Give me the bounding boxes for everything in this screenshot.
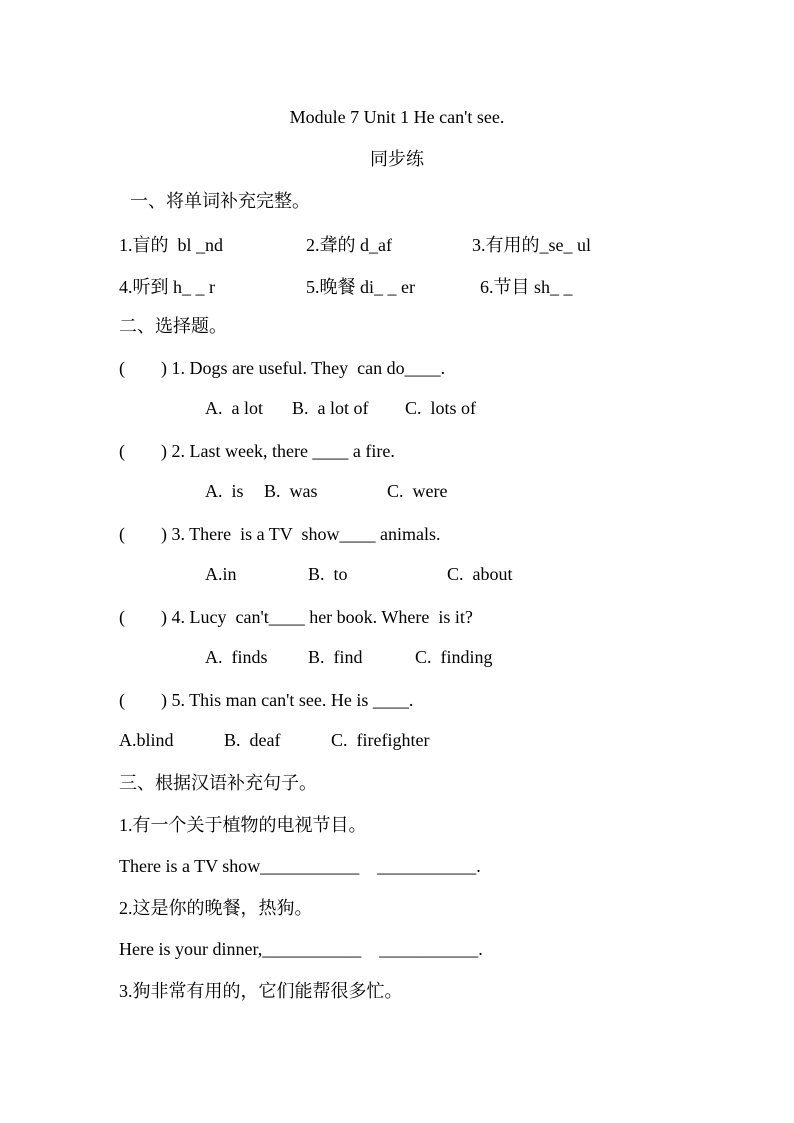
sentence-3-chinese: 3.狗非常有用的，它们能帮很多忙。 (119, 981, 403, 1001)
question-2-option-a: A. is (205, 481, 244, 501)
word-item-4: 4.听到 h_ _ r (119, 277, 215, 297)
question-1-option-c: C. lots of (405, 398, 477, 418)
question-5-stem: ( ) 5. This man can't see. He is ____. (119, 690, 414, 710)
question-4-option-b: B. find (308, 647, 363, 667)
question-3-stem: ( ) 3. There is a TV show____ animals. (119, 524, 441, 544)
question-2-stem: ( ) 2. Last week, there ____ a fire. (119, 441, 395, 461)
sentence-2-english: Here is your dinner,___________ ___________. (119, 939, 483, 959)
word-item-1: 1.盲的 bl _nd (119, 235, 224, 255)
page-title: Module 7 Unit 1 He can't see. (289, 107, 505, 127)
question-1-stem: ( ) 1. Dogs are useful. They can do____. (119, 358, 446, 378)
section-heading-fill-words: 一、将单词补充完整。 (130, 191, 310, 211)
question-5-option-b: B. deaf (224, 730, 281, 750)
section-heading-choice: 二、选择题。 (119, 316, 227, 336)
word-item-2: 2.聋的 d_af (306, 235, 392, 255)
page-subtitle: 同步练 (370, 149, 424, 169)
question-3-option-c: C. about (447, 564, 513, 584)
sentence-2-chinese: 2.这是你的晚餐，热狗。 (119, 898, 313, 918)
question-5-option-a: A.blind (119, 730, 174, 750)
word-item-6: 6.节目 sh_ _ (480, 277, 573, 297)
word-item-5: 5.晚餐 di_ _ er (306, 277, 415, 297)
question-4-option-a: A. finds (205, 647, 268, 667)
sentence-1-chinese: 1.有一个关于植物的电视节目。 (119, 815, 367, 835)
question-2-option-b: B. was (264, 481, 318, 501)
section-heading-complete-sentences: 三、根据汉语补充句子。 (119, 773, 317, 793)
question-1-option-a: A. a lot (205, 398, 263, 418)
question-3-option-b: B. to (308, 564, 348, 584)
sentence-1-english: There is a TV show___________ ___________. (119, 856, 481, 876)
question-5-option-c: C. firefighter (331, 730, 430, 750)
question-1-option-b: B. a lot of (292, 398, 369, 418)
question-4-stem: ( ) 4. Lucy can't____ her book. Where is it? (119, 607, 473, 627)
question-2-option-c: C. were (387, 481, 448, 501)
question-3-option-a: A.in (205, 564, 237, 584)
question-4-option-c: C. finding (415, 647, 493, 667)
word-item-3: 3.有用的_se_ ul (472, 235, 591, 255)
